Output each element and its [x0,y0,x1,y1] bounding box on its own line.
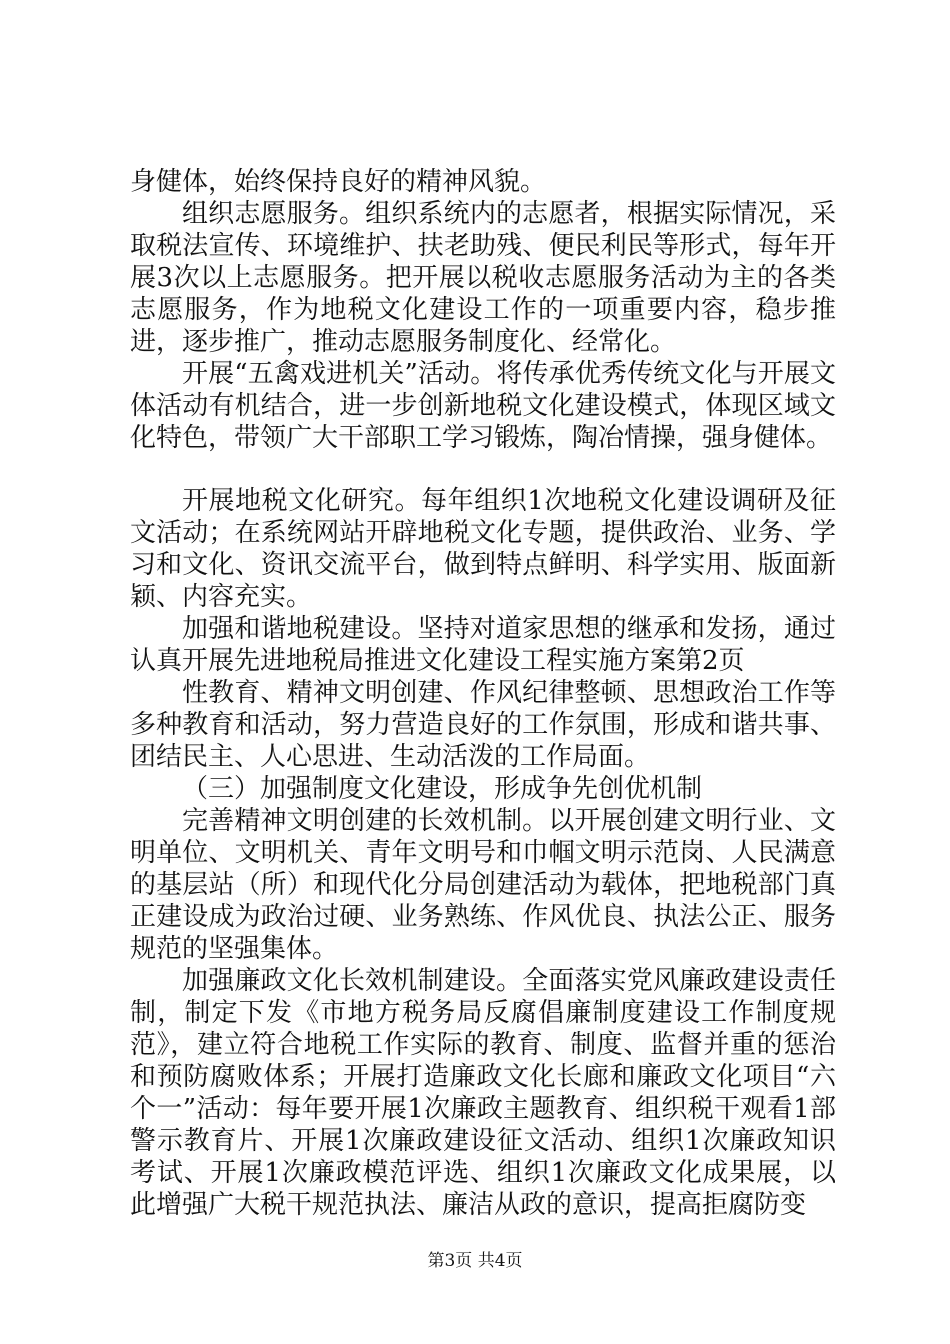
paragraph-continuation: 身健体，始终保持良好的精神风貌。 [130,167,547,197]
paragraph-integrity-culture: 加强廉政文化长效机制建设。全面落实党风廉政建设责任制，制定下发《市地方税务局反腐倡廉制度建设工作制度规范》，建立符合地税工作实际的教育、制度、监督并重的惩治和预防腐败体系；开展打造廉政文化长廊和廉政文化项目“六个一”活动：每年要开展1次廉政主题教育、组织税干观看1部警示教育片、开展1次廉政建设征文活动、组织1次廉政知识考试、开展1次廉政模范评选、组织1次廉政文化成果展，以此增强广大税干规范执法、廉洁从政的意识，提高拒腐防变 [130,966,836,1220]
document-body [130,166,836,1221]
paragraph-harmonious-tax: 加强和谐地税建设。坚持对道家思想的继承和发扬，通过认真开展先进地税局推进文化建设工程实施方案第2页 [130,614,836,676]
paragraph-education-activities: 性教育、精神文明创建、作风纪律整顿、思想政治工作等多种教育和活动，努力营造良好的工作氛围，形成和谐共事、团结民主、人心思进、生动活泼的工作局面。 [130,678,836,772]
section-heading-three: （三）加强制度文化建设，形成争先创优机制 [182,774,703,804]
paragraph-volunteer-service: 组织志愿服务。组织系统内的志愿者，根据实际情况，采取税法宣传、环境维护、扶老助残、便民利民等形式，每年开展3次以上志愿服务。把开展以税收志愿服务活动为主的各类志愿服务，作为地税文化建设工作的一项重要内容，稳步推进，逐步推广，推动志愿服务制度化、经常化。 [130,199,836,357]
paragraph-civilization-mechanism: 完善精神文明创建的长效机制。以开展创建文明行业、文明单位、文明机关、青年文明号和巾帼文明示范岗、人民满意的基层站（所）和现代化分局创建活动为载体，把地税部门真正建设成为政治过硬、业务熟练、作风优良、执法公正、服务规范的坚强集体。 [130,806,836,964]
page-footer: 第3页 共4页 [427,1251,523,1271]
paragraph-tax-culture-research: 开展地税文化研究。每年组织1次地税文化建设调研及征文活动；在系统网站开辟地税文化专题，提供政治、业务、学习和文化、资讯交流平台，做到特点鲜明、科学实用、版面新颖、内容充实。 [130,486,836,612]
paragraph-wuqinxi-activity: 开展“五禽戏进机关”活动。将传承优秀传统文化与开展文体活动有机结合，进一步创新地税文化建设模式，体现区域文化特色，带领广大干部职工学习锻炼，陶冶情操，强身健体。 [130,359,836,453]
